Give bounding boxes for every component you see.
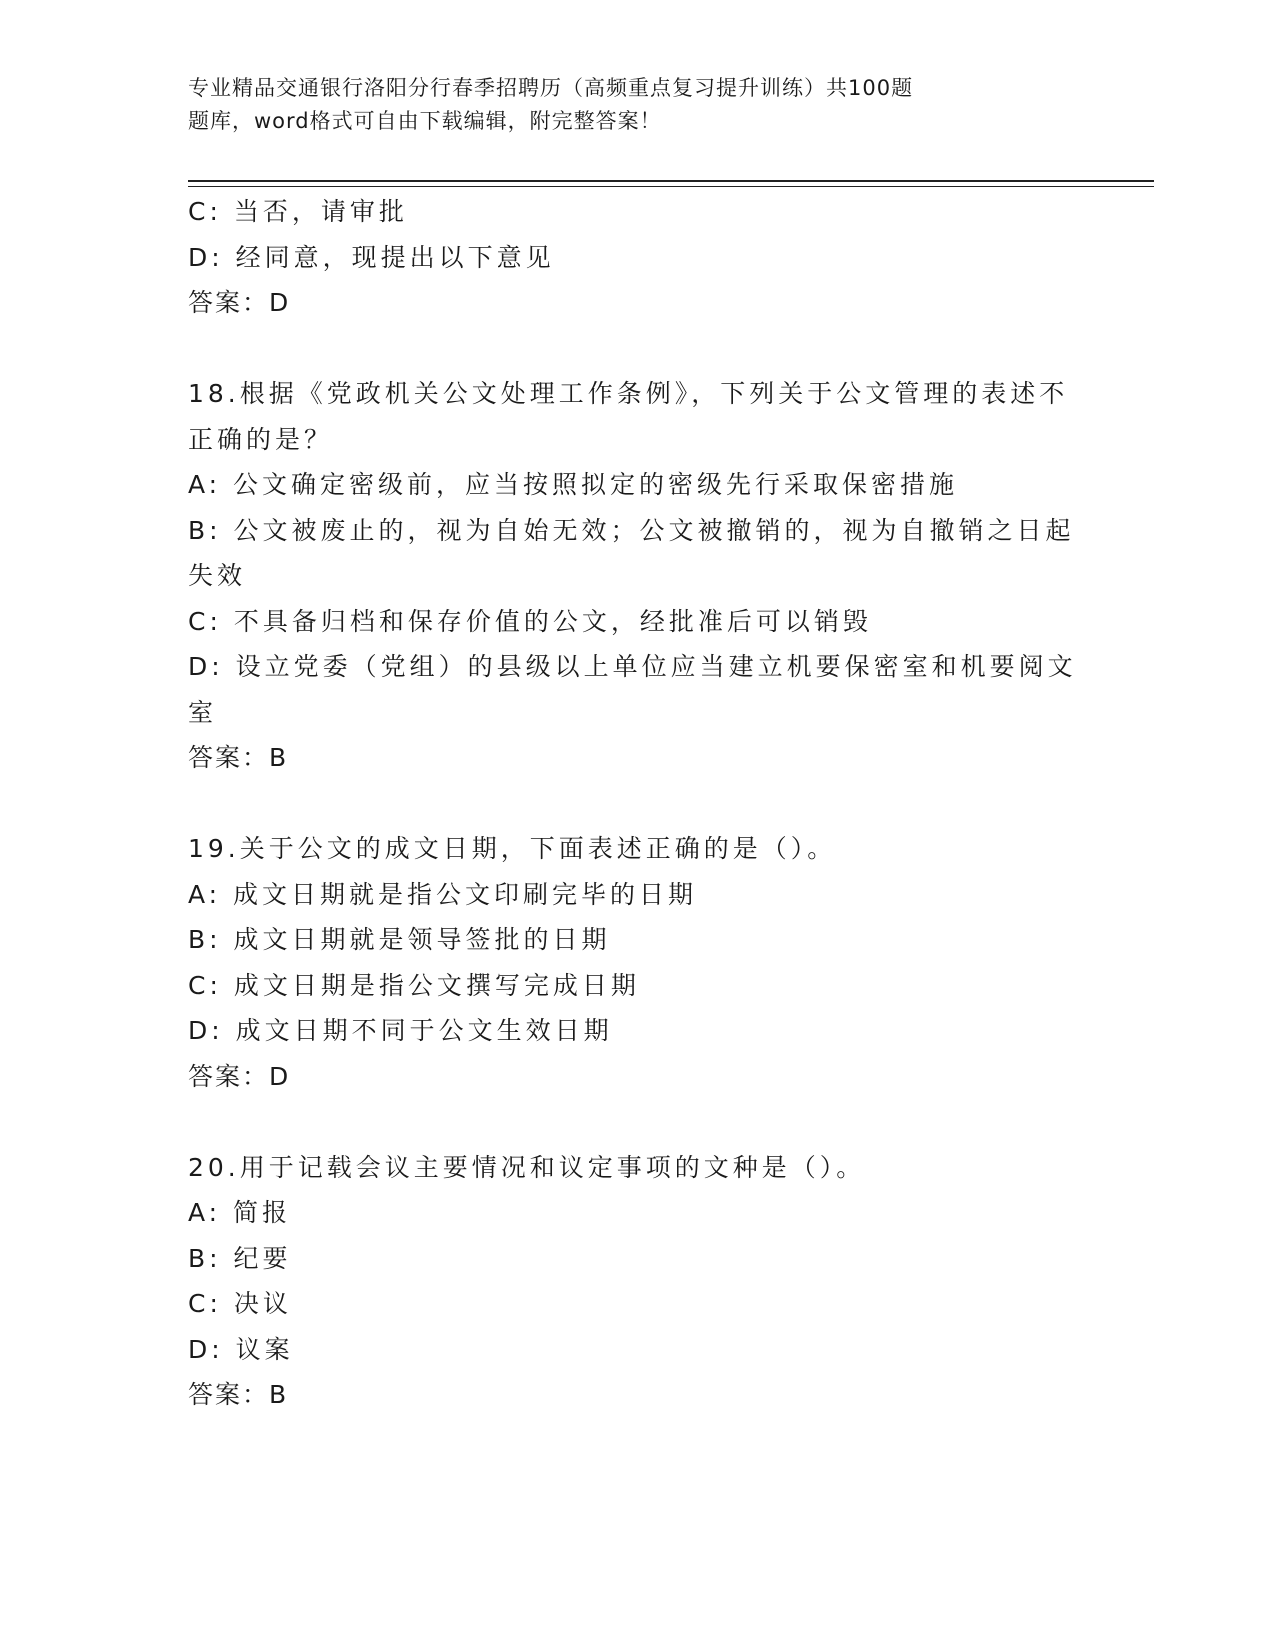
option-b: B: 公文被废止的，视为自始无效；公文被撤销的，视为自撤销之日起: [188, 515, 1075, 545]
question-stem: 20.用于记载会议主要情况和议定事项的文种是（）。: [188, 1152, 866, 1182]
question-stem-continued: 正确的是？: [188, 424, 334, 454]
option-b-continued: 失效: [188, 561, 247, 590]
option-c: C: 当否，请审批: [188, 197, 408, 226]
option-a: A: 简报: [188, 1198, 292, 1227]
document-body: [188, 189, 1088, 1418]
answer-line: 答案：D: [188, 1061, 291, 1091]
header-title-line2: 题库，word格式可自由下载编辑，附完整答案！: [188, 109, 662, 133]
question-stem: 19.关于公文的成文日期，下面表述正确的是（）。: [188, 834, 837, 863]
question-20: [188, 1145, 1088, 1418]
header-divider-thick: [188, 180, 1154, 182]
answer-line: 答案：D: [188, 288, 291, 317]
option-a: A: 公文确定密级前，应当按照拟定的密级先行采取保密措施: [188, 470, 959, 499]
option-b: B: 纪要: [188, 1243, 292, 1273]
option-c: C: 不具备归档和保存价值的公文，经批准后可以销毁: [188, 606, 872, 636]
question-stem: 18.根据《党政机关公文处理工作条例》，下列关于公文管理的表述不: [188, 379, 1069, 408]
option-d: D: 成文日期不同于公文生效日期: [188, 1016, 613, 1045]
header-divider-thin: [188, 186, 1154, 187]
previous-question-tail: [188, 189, 1088, 326]
answer-line: 答案：B: [188, 1380, 289, 1409]
spacer: [188, 781, 1088, 827]
option-a: A: 成文日期就是指公文印刷完毕的日期: [188, 879, 698, 909]
option-d: D: 设立党委（党组）的县级以上单位应当建立机要保密室和机要阅文: [188, 652, 1077, 681]
option-c: C: 决议: [188, 1289, 292, 1318]
question-19: [188, 826, 1088, 1099]
document-header: [188, 72, 1028, 138]
header-title-line1: 专业精品交通银行洛阳分行春季招聘历（高频重点复习提升训练）共100题: [188, 76, 914, 100]
option-d-continued: 室: [188, 697, 218, 727]
option-c: C: 成文日期是指公文撰写完成日期: [188, 970, 640, 1000]
question-18: [188, 371, 1088, 781]
spacer: [188, 1099, 1088, 1145]
option-b: B: 成文日期就是领导签批的日期: [188, 925, 611, 954]
option-d: D: 经同意，现提出以下意见: [188, 242, 555, 272]
spacer: [188, 326, 1088, 372]
option-d: D: 议案: [188, 1334, 294, 1364]
answer-line: 答案：B: [188, 743, 289, 772]
